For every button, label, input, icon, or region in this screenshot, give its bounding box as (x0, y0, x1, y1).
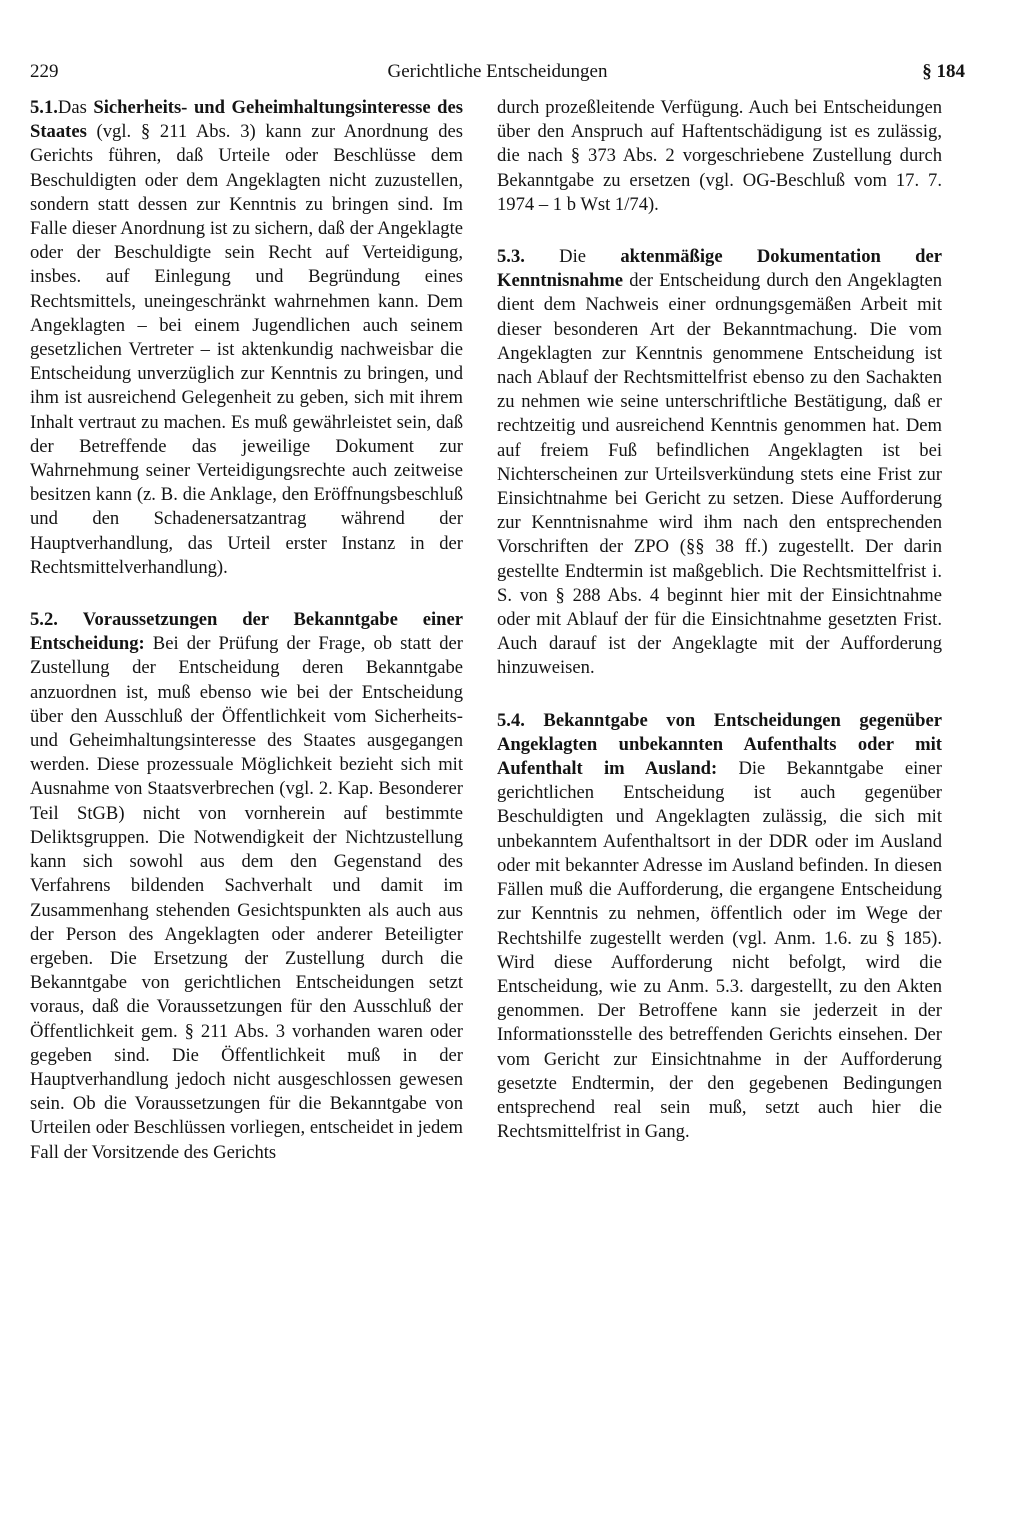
section-number: 5.4. (497, 709, 525, 731)
paragraph-body: durch prozeßleitende Verfügung. Auch bei Entscheidungen über den Anspruch auf Haftentschädigung ist es zulässig, die nach § 373 Abs. 2 vorgeschriebene Zustellung durch Bekanntgabe zu ersetzen (vgl. OG-Beschluß vom 17. 7. 1974 – 1 b Wst 1/74). (497, 97, 942, 215)
paragraph-5-4 (497, 709, 942, 1145)
paragraph-heading: aktenmäßige Dokumentation der Kenntnisnahme (497, 246, 942, 292)
paragraph-lead: Das (57, 97, 94, 118)
paragraph-lead (525, 710, 544, 731)
paragraph-5-3 (497, 245, 942, 681)
paragraph-body: Bei der Prüfung der Frage, ob statt der Zustellung der Entscheidung deren Bekanntgabe anzuordnen ist, muß ebenso wie bei der Entscheidung über den Ausschluß der Öffentlichkeit vom Sicherheits- und Geheimhaltungsinteresse des Staates ausgegangen werden. Diese prozessuale Möglichkeit bezieht sich mit Ausnahme von Staatsverbrechen (vgl. 2. Kap. Besonderer Teil StGB) nicht von vornherein auf bestimmte Deliktsgruppen. Die Notwendigkeit der Nichtzustellung kann sich sowohl aus dem den Gegenstand des Verfahrens bildenden Sachverhalt und damit im Zusammenhang stehenden Gesichtspunkten als auch aus der Person des Angeklagten oder anderer Beteiligter ergeben. Die Ersetzung der Zustellung durch die Bekanntgabe von gerichtlichen Entscheidungen setzt voraus, daß die Voraussetzungen für den Ausschluß der Öffentlichkeit gem. § 211 Abs. 3 vorhanden waren oder gegeben sind. Die Öffentlichkeit muß in der Hauptverhandlung jedoch nicht ausgeschlossen gewesen sein. Ob die Voraussetzungen für die Bekanntgabe von Urteilen oder Beschlüssen vorliegen, entscheidet in jedem Fall der Vorsitzende des Gerichts (30, 633, 463, 1163)
paragraph-lead (58, 609, 83, 630)
paragraph-heading: Bekanntgabe von Entscheidungen gegenüber Angeklagten unbekannten Aufenthalts oder mit Aufenthalt im Ausland: (497, 709, 942, 780)
page-number: 229 (30, 61, 59, 82)
paragraph-lead: Die (524, 246, 621, 268)
section-number: 5.1. (30, 97, 58, 118)
running-title: Gerichtliche Entscheidungen (387, 61, 608, 82)
left-column (30, 96, 463, 1193)
paragraph-body: Die Bekanntgabe einer gerichtlichen Entscheidung ist auch gegenüber Beschuldigten und Angeklagten zulässig, die sich mit unbekanntem Aufenthaltsort in der DDR oder im Ausland oder mit bekannter Adresse im Ausland befinden. In diesen Fällen muß die Aufforderung, die ergangene Entscheidung zur Kenntnis zu nehmen, öffentlich oder im Wege der Rechtshilfe zugestellt werden (vgl. Anm. 1.6. zu § 185). Wird diese Aufforderung nicht befolgt, wird die Entscheidung, wie zu Anm. 5.3. dargestellt, zu den Akten genommen. Der Betroffene kann sie jederzeit in der Informationsstelle des betreffenden Gerichts einsehen. Der vom Gericht zur Einsichtnahme in der Aufforderung gesetzte Endtermin, der den gegebenen Bedingungen entsprechend real sein muß, setzt auch hier die Rechtsmittelfrist in Gang. (497, 758, 942, 1143)
paragraph-body: (vgl. § 211 Abs. 3) kann zur Anordnung des Gerichts führen, daß Urteile oder Beschlüsse dem Beschuldigten oder dem Angeklagten nicht zuzustellen, sondern statt dessen zur Kenntnis zu bringen sind. Im Falle dieser Anordnung ist zu sichern, daß der Angeklagte oder der Beschuldigte sein Recht auf Verteidigung, insbes. auf Einlegung und Begründung eines Rechtsmittels, uneingeschränkt wahrnehmen kann. Dem Angeklagten – bei einem Jugendlichen auch seinem gesetzlichen Vertreter – ist aktenkundig nachweisbar die Entscheidung unverzüglich zur Kenntnis zu bringen, und ihm ist ausreichend Gelegenheit zu geben, sich mit ihrem Inhalt vertraut zu machen. Es muß gewährleistet sein, daß der Betreffende das jeweilige Dokument zur Wahrnehmung seiner Verteidigungsrechte auch zeitweise besitzen kann (z. B. die Anklage, den Eröffnungsbeschluß und den Schadenersatzantrag während der Hauptverhandlung, das Urteil erster Instanz in der Rechtsmittelverhandlung). (30, 121, 463, 578)
section-number: 5.3. (497, 246, 525, 268)
paragraph-5-2-continued (497, 96, 942, 217)
paragraph-5-1 (30, 96, 463, 580)
page-header (30, 58, 965, 86)
right-column (497, 96, 942, 1172)
paragraph-heading: Sicherheits- und Geheimhaltungsinteresse des Staates (30, 97, 463, 143)
paragraph-5-2 (30, 608, 463, 1165)
paragraph-body: der Entscheidung durch den Angeklagten dient dem Nachweis einer ordnungsgemäßen Arbeit mit dieser besonderen Art der Bekanntmachung. Die vom Angeklagten zur Kenntnis genommene Entscheidung ist nach Ablauf der Rechtsmittelfrist ebenso zu den Sachakten zu nehmen wie seine unterschriftliche Bestätigung, daß er rechtzeitig und ausreichend Kenntnis genommen hat. Dem auf freiem Fuß befindlichen Angeklagten ist bei Nichterscheinen zur Urteilsverkündung stets eine Frist zur Einsichtnahme bei Gericht zu setzen. Diese Aufforderung zur Kenntnisnahme wird ihm nach den entsprechenden Vorschriften der ZPO (§§ 38 ff.) zugestellt. Der darin gestellte Endtermin ist maßgeblich. Die Rechtsmittelfrist i. S. von § 288 Abs. 4 beginnt hier mit der Einsichtnahme oder mit Ablauf der für die Einsichtnahme gesetzten Frist. Auch darauf ist der Angeklagte mit der Aufforderung hinzuweisen. (497, 270, 942, 679)
section-reference: § 184 (922, 61, 965, 82)
paragraph-heading: Voraussetzungen der Bekanntgabe einer Entscheidung: (30, 609, 463, 655)
section-number: 5.2. (30, 609, 58, 631)
